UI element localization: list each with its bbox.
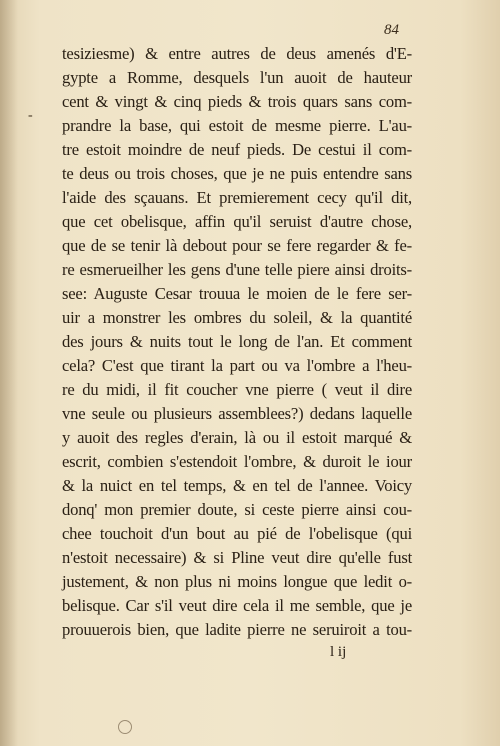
page-number: 84 [384, 22, 399, 38]
text-line: n'estoit necessaire) & si Pline veut dire qu'elle fust [62, 548, 412, 567]
text-line: cela? C'est que tirant la part ou va l'ombre a l'heu- [62, 356, 412, 375]
text-line: l'aide des sçauans. Et premierement cecy qu'il dit, [62, 188, 412, 207]
text-line: prouuerois bien, que ladite pierre ne seruiroit a tou- [62, 620, 412, 639]
text-line: tre estoit moindre de neuf pieds. De cestui il com- [62, 140, 412, 159]
body-text [62, 42, 412, 642]
text-line: prandre la base, qui estoit de mesme pierre. L'au- [62, 116, 412, 135]
text-line: chee touchoit d'un bout au pié de l'obelisque (qui [62, 524, 412, 543]
text-line: y auoit des regles d'erain, là ou il estoit marqué & [62, 428, 412, 447]
text-line: donq' mon premier doute, si ceste pierre ainsi cou- [62, 500, 412, 519]
text-line: justement, & non plus ni moins longue que ledit o- [62, 572, 412, 591]
text-line: uir a monstrer les ombres du soleil, & la quantité [62, 308, 412, 327]
text-line: des jours & nuits tout le long de l'an. Et comment [62, 332, 412, 351]
margin-mark: - [28, 108, 33, 123]
text-line: vne seule ou plusieurs assemblees?) dedans laquelle [62, 404, 412, 423]
text-line: gypte a Romme, desquels l'un auoit de hauteur [62, 68, 412, 87]
text-line: te deus ou trois choses, que je ne puis entendre sans [62, 164, 412, 183]
text-line: que de se tenir là debout pour se fere regarder & fe- [62, 236, 412, 255]
stamp-mark [118, 720, 132, 734]
text-line: & la nuict en tel temps, & en tel de l'annee. Voicy [62, 476, 412, 495]
text-line: re esmerueilher les gens d'une telle piere ainsi droits- [62, 260, 412, 279]
text-line: que cet obelisque, affin qu'il seruist d'autre chose, [62, 212, 412, 231]
text-line: belisque. Car s'il veut dire cela il me semble, que je [62, 596, 412, 615]
text-line: tesiziesme) & entre autres de deus amenés d'E- [62, 44, 412, 63]
text-line: see: Auguste Cesar trouua le moien de le fere ser- [62, 284, 412, 303]
signature-mark: l ij [330, 644, 347, 660]
text-line: escrit, combien s'estendoit l'ombre, & duroit le iour [62, 452, 412, 471]
text-line: cent & vingt & cinq pieds & trois quars sans com- [62, 92, 412, 111]
text-line: re du midi, il fit coucher vne pierre ( veut il dire [62, 380, 412, 399]
